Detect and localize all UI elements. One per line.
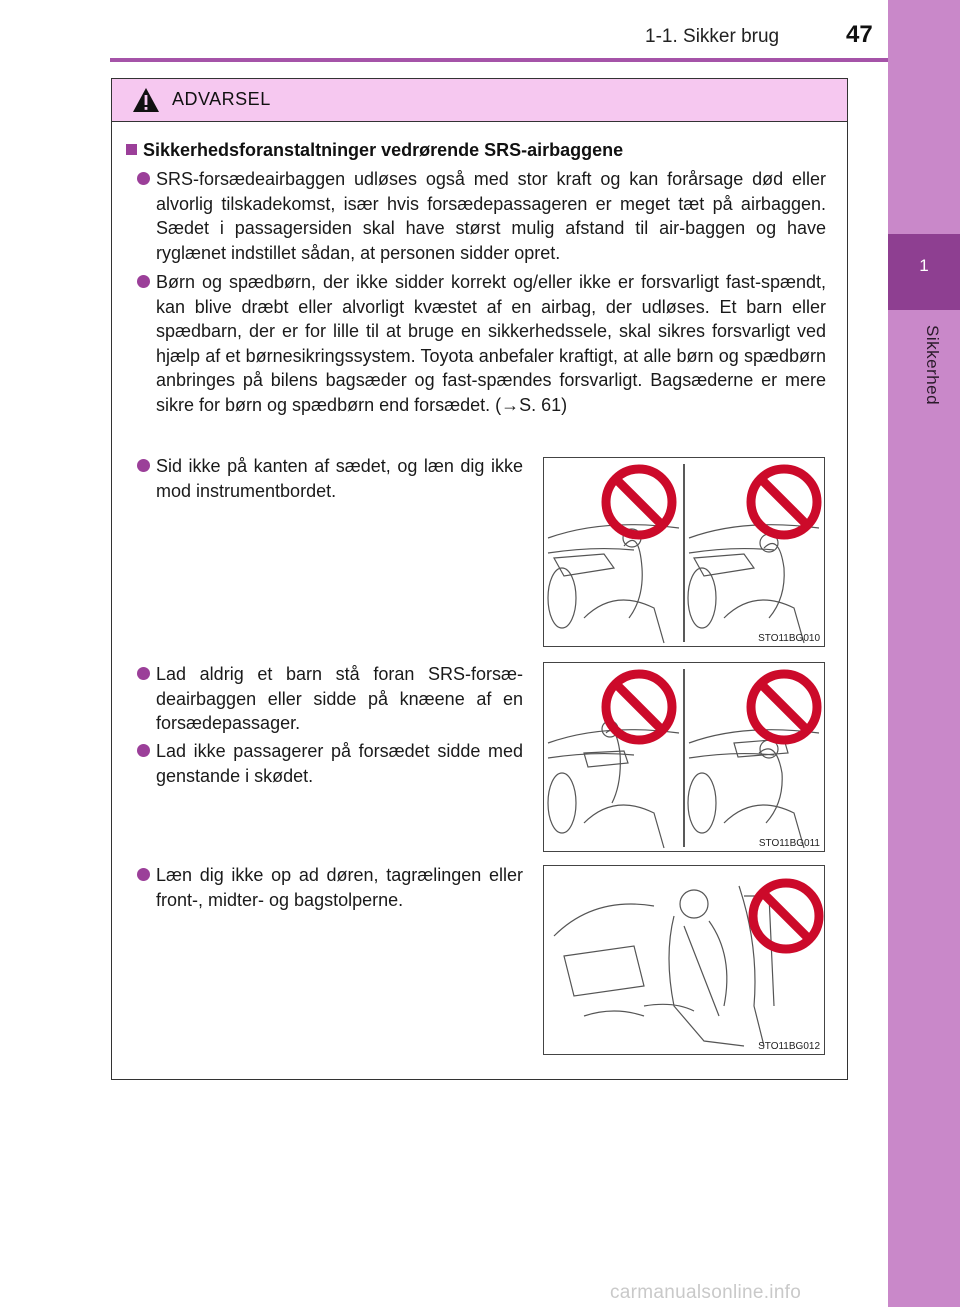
section-heading [126,140,623,161]
chapter-side-tab [888,0,960,1307]
warning-title: ADVARSEL [172,89,271,109]
bullet-dot-icon [137,459,150,472]
section-heading-text: Sikkerhedsforanstaltninger vedrørende SRS-airbaggene [143,140,624,160]
bullet-item [156,167,826,265]
header-rule [110,58,888,62]
bullet-item [156,662,523,736]
bullet-item [156,454,523,503]
illustration-drawing [544,866,824,1054]
illustration-drawing [544,458,824,646]
bullet-item [156,270,826,417]
bullet-text: Læn dig ikke op ad døren, tagrælingen eller front-, midter- og bagstolperne. [156,865,523,910]
bullet-dot-icon [137,667,150,680]
bullet-dot-icon [137,744,150,757]
prohibited-icon [753,883,819,949]
illustration-code: STO11BG012 [758,1041,820,1052]
illustration-sitting-posture [543,457,825,647]
illustration-drawing [544,663,824,851]
square-bullet-icon [126,144,137,155]
section-title: 1-1. Sikker brug [645,26,780,47]
watermark: carmanualsonline.info [610,1282,802,1303]
bullet-text: Børn og spædbørn, der ikke sidder korrekt og/eller ikke er forsvarligt fast-spændt, kan blive dræbt eller alvorligt kvæstet af en airbag, der udløses. Et barn eller spædbarn, der er for lille til at bruge en sikkerhedssele, skal sikres forsvarligt ved hjælp af et børnesikringssystem. Toyota anbefaler kraftigt, at alle børn og spædbørn anbringes på bilens bagsæder og fast-spændes forsvarligt. Bagsæderne er mere sikre for børn og spædbørn end forsædet. (→S. 61) [156,272,826,415]
bullet-item [156,739,523,788]
illustration-code: STO11BG010 [758,633,820,644]
bullet-text: Sid ikke på kanten af sædet, og læn dig ikke mod instrumentbordet. [156,456,523,501]
bullet-text: Lad ikke passagerer på forsædet sidde med genstande i skødet. [156,741,523,786]
bullet-text: SRS-forsædeairbaggen udløses også med stor kraft og kan forårsage død eller alvorlig tilskadekomst, især hvis forsædepassageren er meget tæt på airbaggen. Sædet i passagersiden skal have størst mulig afstand til air-baggen og have ryglænet indstillet sådan, at personen sidder opret. [156,169,826,263]
chapter-label: Sikkerhed [923,325,942,406]
bullet-dot-icon [137,868,150,881]
warning-triangle-icon [132,87,160,113]
illustration-leaning-on-door [543,865,825,1055]
bullet-text: Lad aldrig et barn stå foran SRS-forsæ-deairbaggen eller sidde på knæene af en forsædepassager. [156,664,523,733]
warning-header [112,79,847,122]
page-number: 47 [846,21,873,48]
bullet-dot-icon [137,275,150,288]
bullet-dot-icon [137,172,150,185]
bullet-item [156,863,523,912]
warning-box [111,78,848,1080]
chapter-number: 1 [919,256,929,275]
illustration-code: STO11BG011 [758,838,820,849]
illustration-child-passenger [543,662,825,852]
